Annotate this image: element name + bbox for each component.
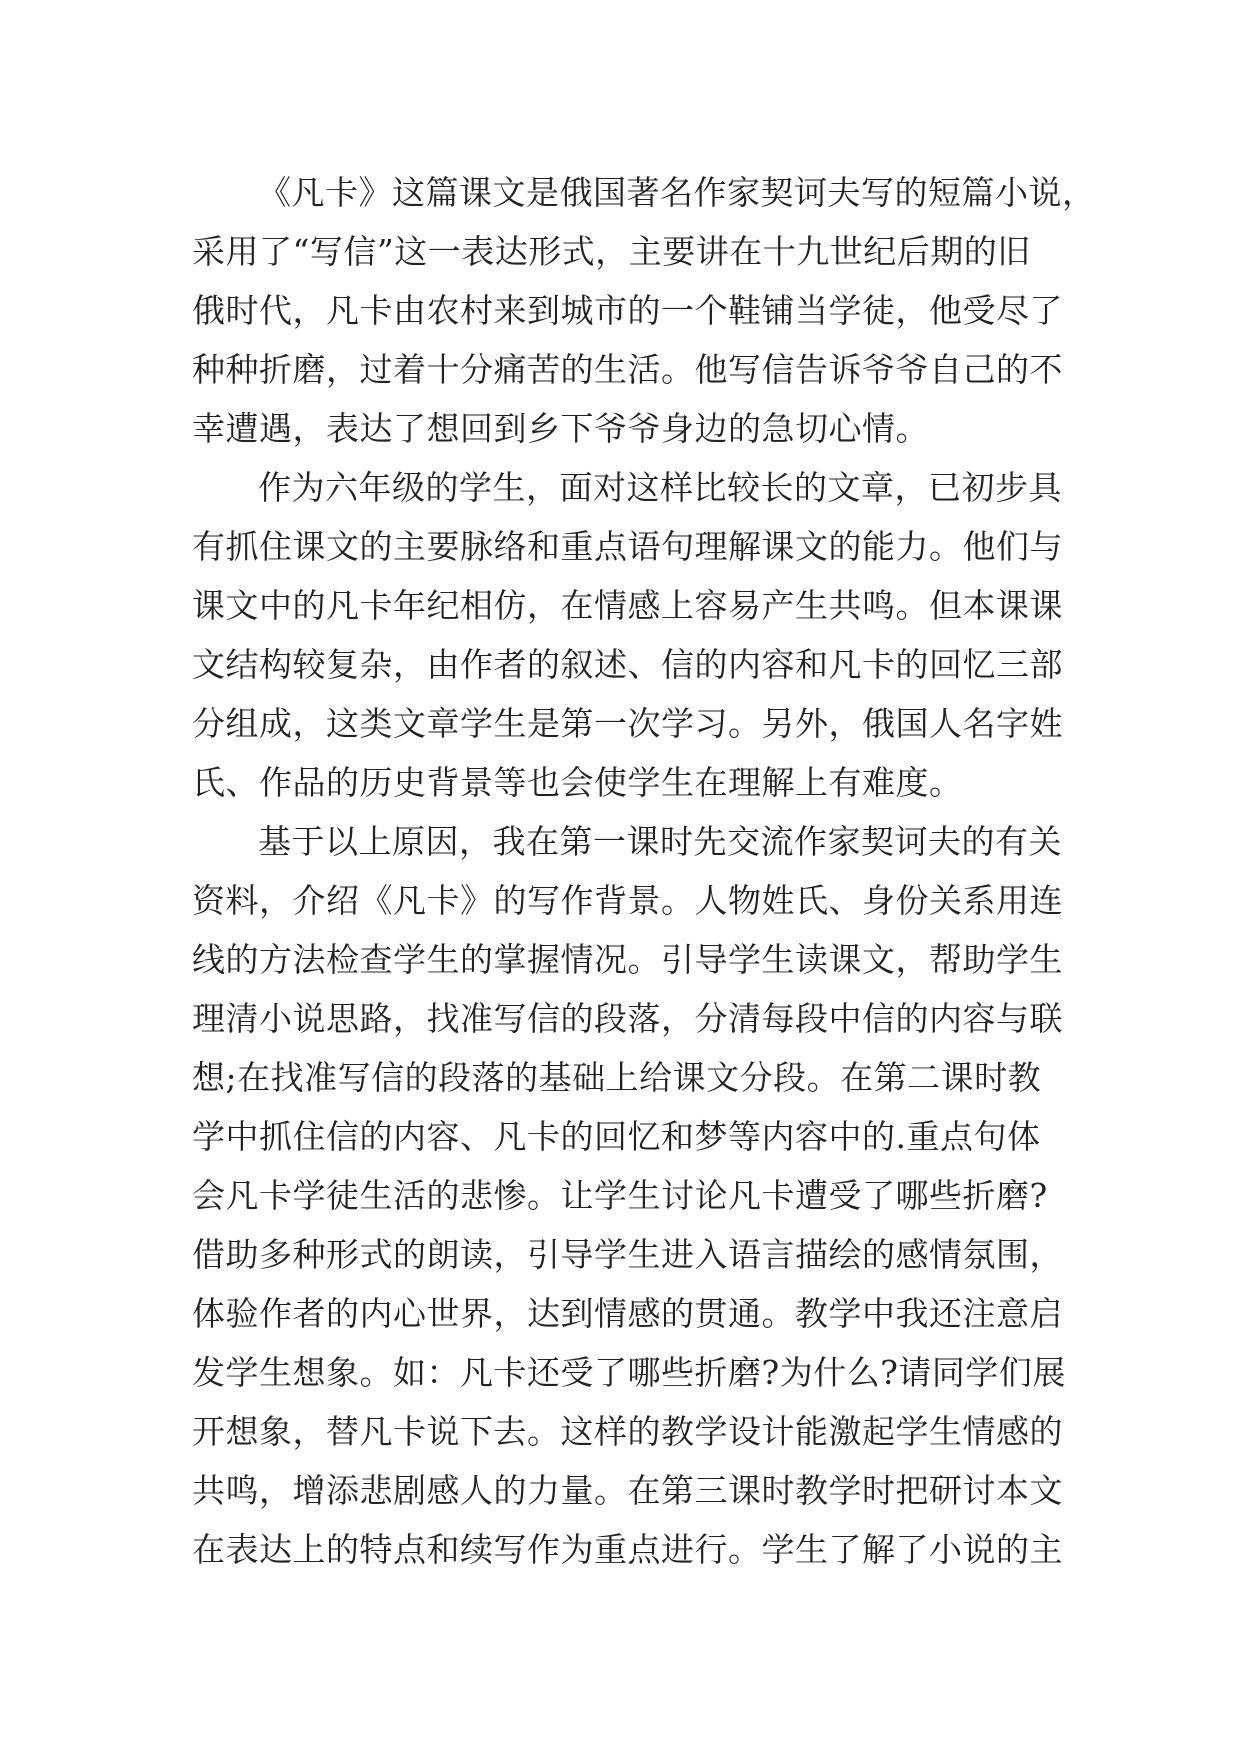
text-line: 基于以上原因，我在第一课时先交流作家契诃夫的有关 [258,822,1062,861]
text-line: 会凡卡学徒生活的悲惨。让学生讨论凡卡遭受了哪些折磨? [192,1176,1048,1215]
text-line: 《凡卡》这篇课文是俄国著名作家契诃夫写的短篇小说， [258,173,1096,212]
text-line: 发学生想象。如：凡卡还受了哪些折磨?为什么?请同学们展 [192,1353,1066,1392]
text-line: 文结构较复杂，由作者的叙述、信的内容和凡卡的回忆三部 [192,645,1063,684]
text-line: 在表达上的特点和续写作为重点进行。学生了解了小说的主 [192,1530,1063,1569]
text-line: 分组成，这类文章学生是第一次学习。另外，俄国人名字姓 [192,704,1063,743]
text-line: 开想象，替凡卡说下去。这样的教学设计能激起学生情感的 [192,1412,1063,1451]
text-line: 作为六年级的学生，面对这样比较长的文章，已初步具 [258,468,1062,507]
text-line: 有抓住课文的主要脉络和重点语句理解课文的能力。他们与 [192,527,1063,566]
text-line: 线的方法检查学生的掌握情况。引导学生读课文，帮助学生 [192,940,1063,979]
paragraph-2 [192,458,1072,812]
paragraph-1 [192,163,1096,458]
text-line: 体验作者的内心世界，达到情感的贯通。教学中我还注意启 [192,1294,1063,1333]
text-line: 氏、作品的历史背景等也会使学生在理解上有难度。 [192,763,963,802]
text-line: 学中抓住信的内容、凡卡的回忆和梦等内容中的.重点句体 [192,1117,1041,1156]
text-line: 种种折磨，过着十分痛苦的生活。他写信告诉爷爷自己的不 [192,350,1063,389]
text-line: 采用了“写信”这一表达形式，主要讲在十九世纪后期的旧 [192,232,1031,271]
text-line: 课文中的凡卡年纪相仿，在情感上容易产生共鸣。但本课课 [192,586,1063,625]
text-line: 借助多种形式的朗读，引导学生进入语言描绘的感情氛围， [192,1235,1063,1274]
text-line: 俄时代，凡卡由农村来到城市的一个鞋铺当学徒，他受尽了 [192,291,1063,330]
text-line: 资料，介绍《凡卡》的写作背景。人物姓氏、身份关系用连 [192,881,1063,920]
text-line: 共鸣，增添悲剧感人的力量。在第三课时教学时把研讨本文 [192,1471,1063,1510]
text-line: 幸遭遇，表达了想回到乡下爷爷身边的急切心情。 [192,409,929,448]
text-line: 想;在找准写信的段落的基础上给课文分段。在第二课时教 [192,1058,1042,1097]
text-line: 理清小说思路，找准写信的段落，分清每段中信的内容与联 [192,999,1063,1038]
document-body [192,163,1096,1579]
paragraph-3 [192,812,1072,1579]
